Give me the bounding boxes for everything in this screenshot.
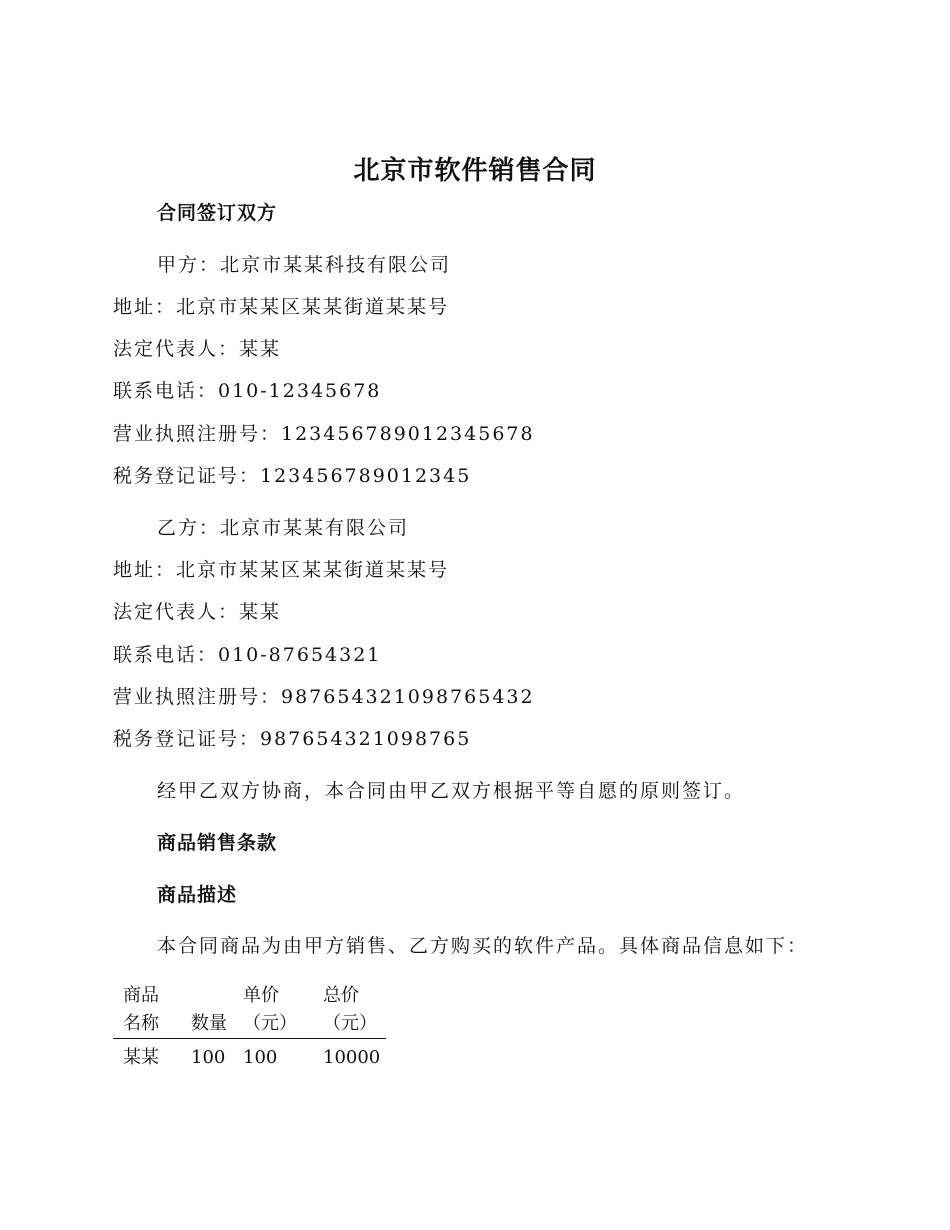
party-a-license: 营业执照注册号：123456789012345678	[113, 423, 535, 445]
party-b-tax: 税务登记证号：987654321098765	[113, 728, 472, 750]
party-a-name: 甲方：北京市某某科技有限公司	[157, 254, 452, 276]
table-cell-product-name: 某某	[123, 1047, 159, 1068]
table-row	[113, 1039, 386, 1072]
table-header-quantity: 数量	[181, 982, 233, 1039]
table-header-total-price: 总价（元）	[313, 982, 386, 1039]
description-paragraph: 本合同商品为由甲方销售、乙方购买的软件产品。具体商品信息如下：	[157, 935, 809, 957]
goods-table	[113, 982, 386, 1071]
party-b-name: 乙方：北京市某某有限公司	[157, 517, 410, 539]
agreement-paragraph: 经甲乙双方协商，本合同由甲乙双方根据平等自愿的原则签订。	[157, 780, 746, 802]
table-header-product-name: 商品名称	[113, 982, 181, 1039]
party-a-phone: 联系电话：010-12345678	[113, 380, 382, 402]
party-a-address: 地址：北京市某某区某某街道某某号	[113, 296, 450, 318]
party-b-legal-rep: 法定代表人：某某	[113, 601, 282, 623]
document-title: 北京市软件销售合同	[353, 156, 597, 186]
party-b-phone: 联系电话：010-87654321	[113, 644, 382, 666]
section-heading-terms: 商品销售条款	[157, 832, 278, 854]
party-b-license: 营业执照注册号：987654321098765432	[113, 686, 535, 708]
party-a-tax: 税务登记证号：123456789012345	[113, 465, 472, 487]
section-heading-description: 商品描述	[157, 884, 238, 906]
section-heading-parties: 合同签订双方	[157, 202, 278, 224]
table-header-row	[113, 982, 386, 1039]
table-cell-quantity: 100	[191, 1047, 226, 1068]
party-a-legal-rep: 法定代表人：某某	[113, 338, 282, 360]
party-b-address: 地址：北京市某某区某某街道某某号	[113, 559, 450, 581]
table-cell-total-price: 10000	[323, 1047, 381, 1068]
table-cell-unit-price: 100	[243, 1047, 278, 1068]
table-header-unit-price: 单价（元）	[233, 982, 313, 1039]
